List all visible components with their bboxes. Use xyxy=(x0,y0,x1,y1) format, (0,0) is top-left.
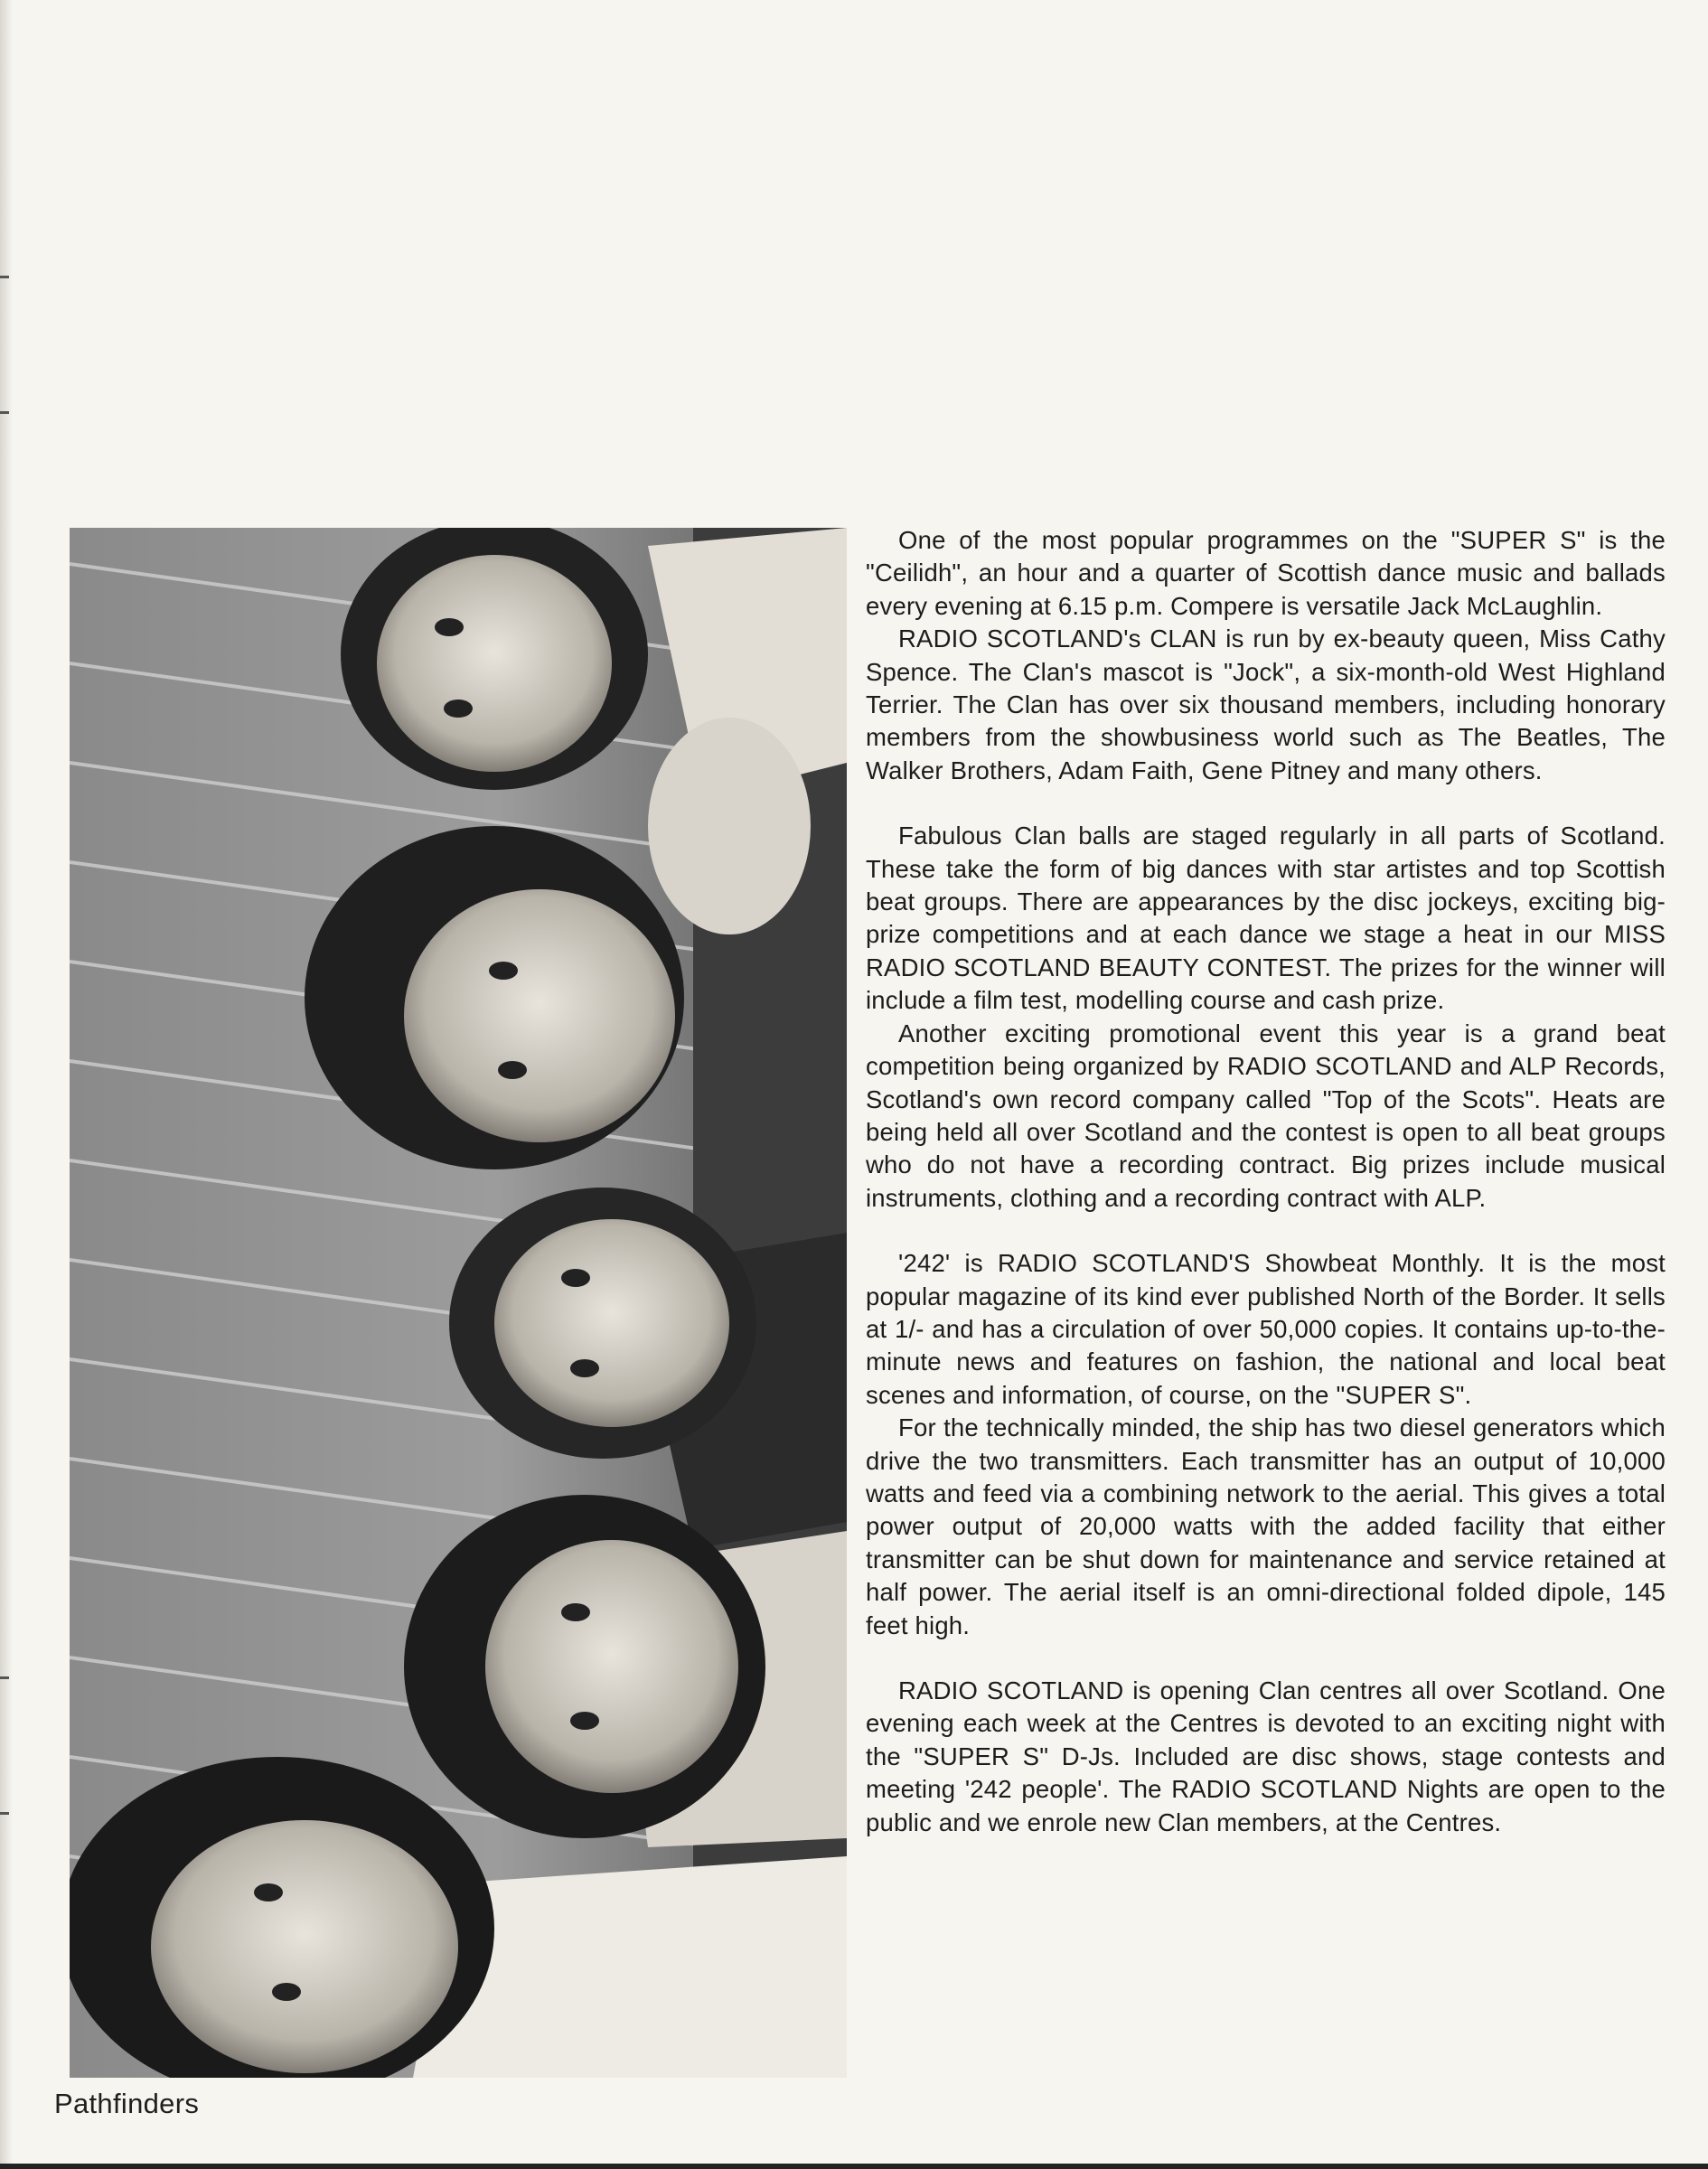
paragraph-clan-balls: Fabulous Clan balls are staged regularly in all parts of Scotland. These take the form of big dances with star artistes and top Scottish beat groups. There are appearances by the disc jockeys, exciting big-prize competitions and at each dance we stage a heat in our MISS RADIO SCOTLAND BEAUTY CONTEST. The prizes for the winner will include a film test, modelling course and cash prize. xyxy=(866,822,1666,1015)
paragraph-ceilidh: One of the most popular programmes on the "SUPER S" is the "Ceilidh", an hour and a quarter of Scottish dance music and ballads every evening at 6.15 p.m. Compere is versatile Jack McLaughlin. xyxy=(866,526,1666,620)
binding-mark xyxy=(0,411,9,414)
binding-mark xyxy=(0,1812,9,1815)
paragraph-technical: For the technically minded, the ship has two diesel generators which drive the two transmitters. Each transmitter has an output of 10,000 watts and feed via a combining network to the aerial. This gives a total power output of 20,000 watts with the added facility that either transmitter can be shut down for maintenance and service retained at half power. The aerial itself is an omni-directional folded dipole, 145 feet high. xyxy=(866,1413,1666,1639)
band-photo xyxy=(70,528,847,2078)
page-edge xyxy=(0,0,13,2169)
paragraph-clan: RADIO SCOTLAND's CLAN is run by ex-beauty queen, Miss Cathy Spence. The Clan's mascot is "Jock", a six-month-old West Highland Terrier. The Clan has over six thousand members, including honorary members from the showbusiness world such as The Beatles, The Walker Brothers, Adam Faith, Gene Pitney and many others. xyxy=(866,624,1666,784)
band-photo-illustration xyxy=(70,528,847,2078)
binding-mark xyxy=(0,276,9,278)
paragraph-clan-centres: RADIO SCOTLAND is opening Clan centres all over Scotland. One evening each week at the Centres is devoted to an exciting night with the "SUPER S" D-Js. Included are disc shows, stage contests and meeting '242 people'. The RADIO SCOTLAND Nights are open to the public and we enrole new Clan members, at the Centres. xyxy=(866,1676,1666,1836)
binding-mark xyxy=(0,1676,9,1679)
photo-caption: Pathfinders xyxy=(54,2088,200,2119)
paragraph-beat-competition: Another exciting promotional event this year is a grand beat competition being organized by RADIO SCOTLAND and ALP Records, Scotland's own record company called "Top of the Scots". Heats are being held all over Scotland and the contest is open to all beat groups who do not have a recording contract. Big prizes include musical instruments, clothing and a recording contract with ALP. xyxy=(866,1019,1666,1212)
bottom-edge xyxy=(0,2164,1708,2169)
article-body xyxy=(866,524,1666,1839)
paragraph-242-magazine: '242' is RADIO SCOTLAND'S Showbeat Monthly. It is the most popular magazine of its kind ever published North of the Border. It sells at 1/- and has a circulation of over 50,000 copies. It contains up-to-the-minute news and features on fashion, the national and local beat scenes and information, of course, on the "SUPER S". xyxy=(866,1249,1666,1409)
